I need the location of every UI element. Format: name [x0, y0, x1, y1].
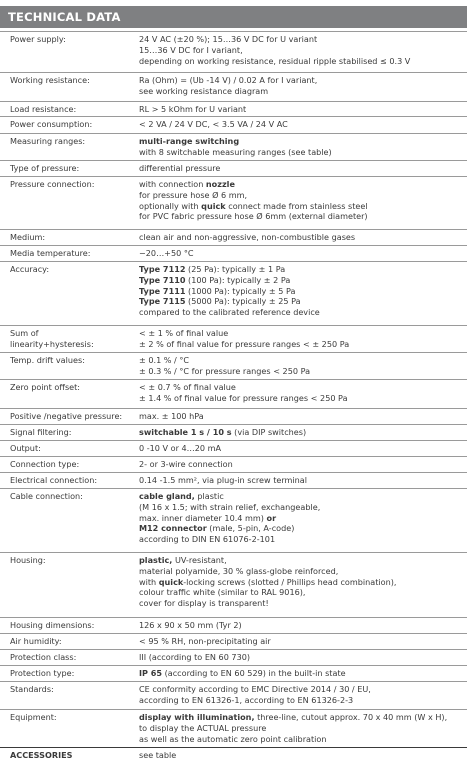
- spec-label: Housing:: [10, 555, 46, 565]
- spec-row-positive-negative-pressure: [0, 408, 467, 424]
- spec-row-housing-dimensions: [0, 617, 467, 633]
- spec-label: Electrical connection:: [10, 475, 98, 485]
- spec-value: [139, 119, 461, 130]
- spec-line: compared to the calibrated reference device: [139, 307, 320, 318]
- spec-row-media-temperature: [0, 245, 467, 261]
- spec-line: ± 0.1 % / °C: [139, 355, 190, 365]
- spec-label: Protection type:: [10, 668, 75, 678]
- spec-row-cable-connection: [0, 488, 467, 552]
- spec-label: Accuracy:: [10, 264, 50, 274]
- spec-label: Temp. drift values:: [10, 355, 85, 365]
- spec-value: [139, 75, 461, 97]
- spec-line: < ± 0.7 % of final value: [139, 382, 236, 392]
- spec-value: [139, 636, 461, 647]
- spec-value: [139, 136, 461, 158]
- spec-line: 126 x 90 x 50 mm (Tyr 2): [139, 620, 242, 630]
- spec-row-signal-filtering: [0, 424, 467, 440]
- spec-value: [139, 620, 461, 631]
- spec-value: [139, 411, 461, 422]
- spec-line: M12 connector (male, 5-pin, A-code): [139, 523, 295, 534]
- spec-row-equipment: [0, 709, 467, 746]
- spec-label: Positive /negative pressure:: [10, 411, 123, 421]
- spec-line: plastic, UV-resistant,: [139, 555, 227, 565]
- spec-label: Measuring ranges:: [10, 136, 86, 146]
- spec-line: for PVC fabric pressure hose Ø 6mm (external diameter): [139, 211, 368, 222]
- spec-value: [139, 328, 461, 350]
- spec-line: cover for display is transparent!: [139, 598, 269, 609]
- spec-label: Air humidity:: [10, 636, 62, 646]
- spec-label: Housing dimensions:: [10, 620, 95, 630]
- spec-line: to display the ACTUAL pressure: [139, 722, 267, 733]
- spec-row-accessories: [0, 747, 467, 765]
- spec-line: < 95 % RH, non-precipitating air: [139, 636, 271, 646]
- spec-row-type-of-pressure: [0, 160, 467, 176]
- spec-line: multi-range switching: [139, 136, 240, 146]
- spec-row-standards: [0, 681, 467, 709]
- spec-line: see table: [139, 750, 177, 760]
- spec-line: < 2 VA / 24 V DC, < 3.5 VA / 24 V AC: [139, 119, 288, 129]
- spec-value: [139, 163, 461, 174]
- spec-label: Signal filtering:: [10, 427, 72, 437]
- spec-label-line: Sum of: [10, 328, 39, 338]
- spec-label: [10, 328, 138, 350]
- spec-label: Equipment:: [10, 712, 57, 722]
- spec-line: max. inner diameter 10.4 mm) or: [139, 512, 277, 523]
- spec-line: ± 0.3 % / °C for pressure ranges < 250 Pa: [139, 365, 311, 376]
- spec-row-working-resistance: [0, 72, 467, 100]
- spec-line: Type 7115 (5000 Pa): typically ± 25 Pa: [139, 296, 301, 307]
- spec-label: Connection type:: [10, 459, 80, 469]
- spec-line: depending on working resistance, residual ripple stabilised ≤ 0.3 V: [139, 55, 411, 66]
- spec-row-pressure-connection: [0, 176, 467, 228]
- spec-value: [139, 459, 461, 470]
- spec-label: Zero point offset:: [10, 382, 81, 392]
- spec-line: according to EN 61326-1, according to EN 61326-2-3: [139, 694, 354, 705]
- spec-value: [139, 555, 461, 609]
- spec-label: Load resistance:: [10, 104, 77, 114]
- spec-row-housing: [0, 552, 467, 616]
- spec-line: optionally with quick connect made from stainless steel: [139, 200, 368, 211]
- spec-label: Working resistance:: [10, 75, 90, 85]
- spec-row-measuring-ranges: [0, 133, 467, 159]
- spec-line: < ± 1 % of final value: [139, 328, 229, 338]
- spec-line: (M 16 x 1.5; with strain relief, exchangeable,: [139, 501, 321, 512]
- spec-label: Power consumption:: [10, 119, 93, 129]
- spec-row-power-supply: [0, 31, 467, 71]
- spec-line: IP 65 (according to EN 60 529) in the built-in state: [139, 668, 346, 678]
- spec-value: [139, 232, 461, 243]
- spec-line: max. ± 100 hPa: [139, 411, 204, 421]
- spec-line: clean air and non-aggressive, non-combustible gases: [139, 232, 356, 242]
- spec-line: III (according to EN 60 730): [139, 652, 251, 662]
- spec-value: [139, 443, 461, 454]
- spec-row-output: [0, 440, 467, 456]
- spec-line: 0.14 -1.5 mm², via plug-in screw terminal: [139, 475, 308, 485]
- spec-line: for pressure hose Ø 6 mm,: [139, 189, 248, 200]
- spec-value: [139, 750, 461, 761]
- section-header: TECHNICAL DATA: [0, 6, 467, 28]
- spec-value: [139, 355, 461, 377]
- spec-line: ± 1.4 % of final value for pressure ranges < 250 Pa: [139, 392, 348, 403]
- spec-value: [139, 34, 461, 66]
- spec-row-connection-type: [0, 456, 467, 472]
- spec-row-protection-type: [0, 665, 467, 681]
- spec-line: display with illumination, three-line, cutout approx. 70 x 40 mm (W x H),: [139, 712, 448, 722]
- spec-value: [139, 652, 461, 663]
- spec-value: [139, 382, 461, 404]
- spec-label-line: linearity+hysteresis:: [10, 338, 94, 349]
- spec-line: CE conformity according to EMC Directive 2014 / 30 / EU,: [139, 684, 371, 694]
- spec-value: [139, 684, 461, 706]
- spec-row-load-resistance: [0, 101, 467, 116]
- spec-label: Type of pressure:: [10, 163, 80, 173]
- spec-label: Cable connection:: [10, 491, 83, 501]
- spec-line: material polyamide, 30 % glass-globe reinforced,: [139, 565, 339, 576]
- spec-label: Power supply:: [10, 34, 66, 44]
- spec-row-medium: [0, 229, 467, 245]
- spec-line: 0 -10 V or 4…20 mA: [139, 443, 222, 453]
- spec-label: Media temperature:: [10, 248, 91, 258]
- spec-label: Protection class:: [10, 652, 77, 662]
- spec-value: [139, 104, 461, 115]
- spec-line: with 8 switchable measuring ranges (see table): [139, 146, 332, 157]
- spec-line: 24 V AC (±20 %); 15…36 V DC for U variant: [139, 34, 318, 44]
- spec-line: cable gland, plastic: [139, 491, 224, 501]
- spec-value: [139, 427, 461, 438]
- spec-line: −20…+50 °C: [139, 248, 194, 258]
- spec-line: according to DIN EN 61076-2-101: [139, 534, 276, 545]
- spec-line: differential pressure: [139, 163, 221, 173]
- spec-value: [139, 475, 461, 486]
- spec-value: [139, 712, 461, 744]
- spec-line: 2- or 3-wire connection: [139, 459, 233, 469]
- spec-value: [139, 179, 461, 222]
- spec-line: with connection nozzle: [139, 179, 235, 189]
- spec-line: Type 7111 (1000 Pa): typically ± 5 Pa: [139, 285, 296, 296]
- spec-row-air-humidity: [0, 633, 467, 649]
- spec-line: ± 2 % of final value for pressure ranges < ± 250 Pa: [139, 338, 350, 349]
- spec-line: 15…36 V DC for I variant,: [139, 44, 243, 55]
- spec-row-electrical-connection: [0, 472, 467, 488]
- spec-row-protection-class: [0, 649, 467, 665]
- spec-line: with quick-locking screws (slotted / Phillips head combination),: [139, 576, 397, 587]
- spec-value: [139, 264, 461, 318]
- spec-value: [139, 491, 461, 545]
- spec-line: Type 7112 (25 Pa): typically ± 1 Pa: [139, 264, 286, 274]
- spec-line: colour traffic white (similar to RAL 9016),: [139, 587, 306, 598]
- spec-label: Standards:: [10, 684, 54, 694]
- spec-value: [139, 248, 461, 259]
- spec-row-temp-drift: [0, 352, 467, 379]
- spec-label: Pressure connection:: [10, 179, 95, 189]
- spec-label: Output:: [10, 443, 41, 453]
- spec-line: RL > 5 kOhm for U variant: [139, 104, 247, 114]
- spec-line: see working resistance diagram: [139, 85, 269, 96]
- spec-line: as well as the automatic zero point calibration: [139, 733, 327, 744]
- spec-row-linearity-hysteresis: [0, 325, 467, 352]
- spec-line: switchable 1 s / 10 s (via DIP switches): [139, 427, 307, 437]
- spec-label: Medium:: [10, 232, 46, 242]
- spec-row-zero-point-offset: [0, 379, 467, 407]
- spec-row-accuracy: [0, 261, 467, 325]
- spec-row-power-consumption: [0, 116, 467, 133]
- spec-label: ACCESSORIES: [10, 750, 73, 760]
- spec-line: Ra (Ohm) = (Ub -14 V) / 0.02 A for I variant,: [139, 75, 318, 85]
- spec-value: [139, 668, 461, 679]
- spec-line: Type 7110 (100 Pa): typically ± 2 Pa: [139, 274, 291, 285]
